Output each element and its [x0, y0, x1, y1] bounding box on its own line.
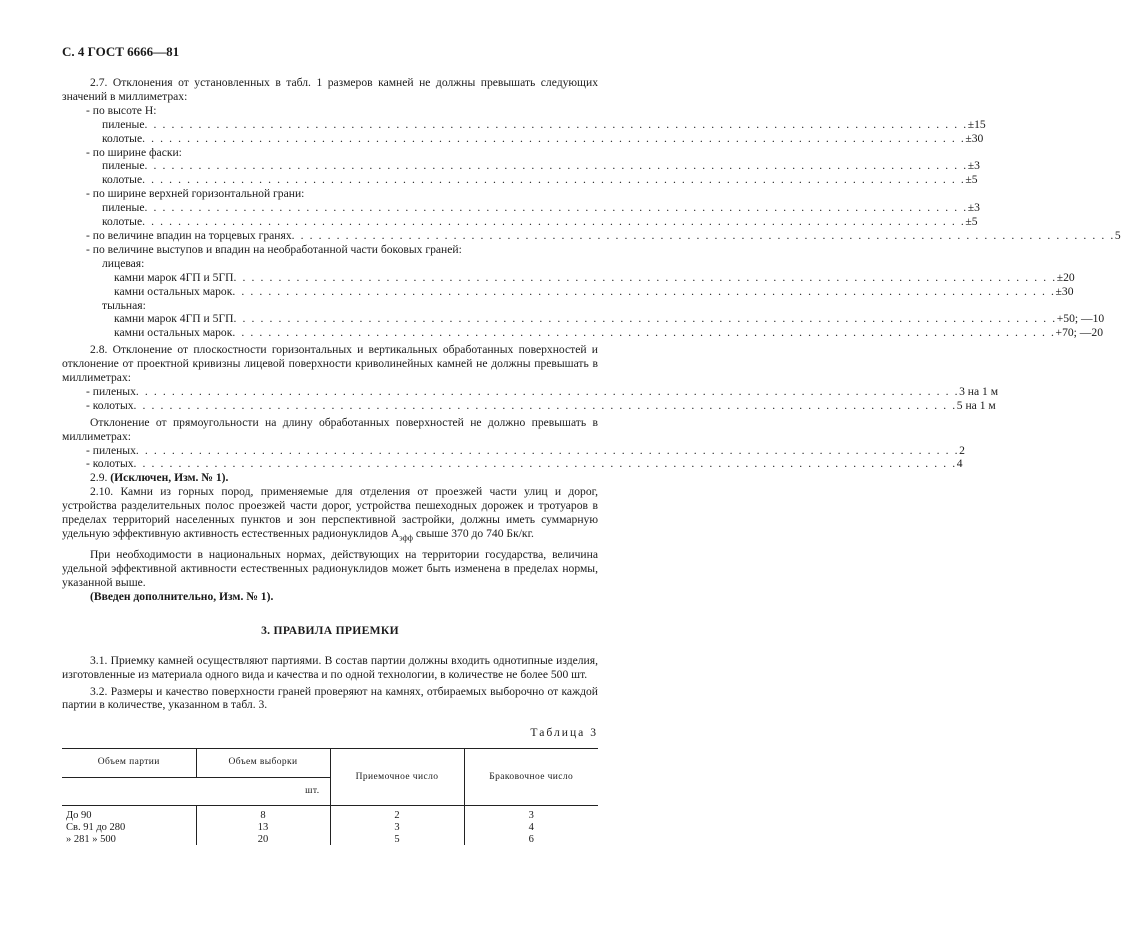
- table-cell: 20: [196, 834, 330, 846]
- table-cell: 5: [330, 834, 464, 846]
- list-item-value: ±30: [1055, 284, 1074, 298]
- list-item-label: - пиленых: [86, 443, 136, 457]
- clause-2-9-number: 2.9.: [90, 471, 108, 485]
- list-item-value: ±20: [1056, 270, 1075, 284]
- clause-2-10-text-end: свыше 370 до 740 Бк/кг.: [412, 527, 534, 540]
- list-item-value: ±3: [967, 159, 980, 173]
- dot-leader: . . . . . . . . . . . . . . . . . . . . . . . . . . . . . . . . . . . . . . . . . . . . . . . . . . . . . . . . . . . . . . . . . . . . . . . . . . . . . . . . . . . . . . . . . . . .: [144, 201, 968, 215]
- list-item-label: колотые: [102, 131, 143, 145]
- table-cell: » 281 » 500: [66, 833, 116, 845]
- list-item: [62, 326, 1103, 340]
- list-item-label: пиленые: [102, 117, 145, 131]
- list-item-value: ±5: [965, 215, 978, 229]
- list-item-value: ±30: [965, 131, 984, 145]
- table-cell: Св. 91 до 280: [66, 822, 126, 834]
- list-item: [62, 284, 1074, 299]
- list-item-value: ±15: [967, 117, 986, 131]
- list-item-label: - по величине впадин на торцевых гранях: [86, 228, 292, 242]
- clause-2-10-subscript: эфф: [399, 533, 413, 543]
- clause-2-8-rect: Отклонение от прямоугольности на длину обработанных поверхностей не должно превышать в миллиметрах:: [62, 415, 598, 443]
- list-item: [62, 228, 1121, 243]
- list-item: [62, 457, 963, 471]
- dot-leader: . . . . . . . . . . . . . . . . . . . . . . . . . . . . . . . . . . . . . . . . . . . . . . . . . . . . . . . . . . . . . . . . . . . . . . . . . . . . . . . . . . . . . . . . . . . .: [232, 284, 1056, 298]
- list-item: [62, 299, 598, 313]
- list-item: [62, 146, 598, 160]
- dot-leader: . . . . . . . . . . . . . . . . . . . . . . . . . . . . . . . . . . . . . . . . . . . . . . . . . . . . . . . . . . . . . . . . . . . . . . . . . . . . . . . . . . . . . . . . . . . .: [133, 398, 957, 412]
- list-item-label: - по высоте Н:: [86, 103, 157, 117]
- list-item-label: камни остальных марок: [114, 284, 233, 298]
- dot-leader: . . . . . . . . . . . . . . . . . . . . . . . . . . . . . . . . . . . . . . . . . . . . . . . . . . . . . . . . . . . . . . . . . . . . . . . . . . . . . . . . . . . . . . . . . . . .: [135, 384, 960, 398]
- table-cell: До 90: [66, 810, 92, 822]
- dot-leader: . . . . . . . . . . . . . . . . . . . . . . . . . . . . . . . . . . . . . . . . . . . . . . . . . . . . . . . . . . . . . . . . . . . . . . . . . . . . . . . . . . . . . . . . . . . .: [233, 270, 1057, 284]
- dot-leader: . . . . . . . . . . . . . . . . . . . . . . . . . . . . . . . . . . . . . . . . . . . . . . . . . . . . . . . . . . . . . . . . . . . . . . . . . . . . . . . . . . . . . . . . . . . .: [144, 117, 968, 131]
- list-item-label: колотые: [102, 215, 143, 229]
- section-3-title: 3. ПРАВИЛА ПРИЕМКИ: [261, 623, 399, 637]
- list-item: [62, 104, 598, 118]
- table-header-sample: Объем выборки: [196, 749, 330, 778]
- list-item: [62, 270, 1075, 285]
- list-2-7: [62, 103, 1121, 340]
- clause-2-10-text: 2.10. Камни из горных пород, применяемые для отделения от проезжей части улиц и дорог, устройства разделительных полос проезжей части дорог, устройства пешеходных дорожек и тротуаров в пределах территорий населенных пунктов и зон перспективной застройки, должны иметь суммарную удельную эффективную активность естественных радионуклидов А: [62, 485, 598, 540]
- list-item-label: - по ширине фаски:: [86, 145, 182, 159]
- list-item-label: тыльная:: [102, 298, 146, 312]
- list-item: [62, 243, 598, 257]
- list-item-value: +70; —20: [1055, 326, 1103, 340]
- list-item-value: 4: [956, 457, 963, 471]
- list-item-value: 5 на 1 м: [956, 398, 996, 412]
- table-caption: Таблица 3: [530, 726, 598, 740]
- dot-leader: . . . . . . . . . . . . . . . . . . . . . . . . . . . . . . . . . . . . . . . . . . . . . . . . . . . . . . . . . . . . . . . . . . . . . . . . . . . . . . . . . . . . . . . . . . . .: [232, 326, 1056, 340]
- list-item: [62, 257, 598, 271]
- list-item: [62, 398, 996, 413]
- table-row: [62, 822, 598, 834]
- clause-2-7: 2.7. Отклонения от установленных в табл. 1 размеров камней не должны превышать следующих значений в миллиметрах:: [62, 76, 598, 103]
- dot-leader: . . . . . . . . . . . . . . . . . . . . . . . . . . . . . . . . . . . . . . . . . . . . . . . . . . . . . . . . . . . . . . . . . . . . . . . . . . . . . . . . . . . . . . . . . . . .: [142, 173, 966, 187]
- list-item: [62, 201, 980, 215]
- list-item-value: ±3: [967, 201, 980, 215]
- list-item: [62, 173, 978, 187]
- list-2-8: [62, 384, 999, 413]
- table-header-accept: Приемочное число: [330, 749, 464, 806]
- list-item-label: лицевая:: [102, 256, 145, 270]
- dot-leader: . . . . . . . . . . . . . . . . . . . . . . . . . . . . . . . . . . . . . . . . . . . . . . . . . . . . . . . . . . . . . . . . . . . . . . . . . . . . . . . . . . . . . . . . . . . .: [133, 457, 957, 471]
- table-header-lot: Объем партии: [97, 757, 160, 768]
- dot-leader: . . . . . . . . . . . . . . . . . . . . . . . . . . . . . . . . . . . . . . . . . . . . . . . . . . . . . . . . . . . . . . . . . . . . . . . . . . . . . . . . . . . . . . . . . . . .: [142, 131, 966, 145]
- list-item-label: камни остальных марок: [114, 326, 233, 340]
- table-cell: 13: [196, 822, 330, 834]
- list-item-value: ±5: [965, 173, 978, 187]
- clause-3-2: 3.2. Размеры и качество поверхности граней проверяют на камнях, отбираемых выборочно от каждой партии в количестве, указанном в табл. 3.: [62, 684, 598, 712]
- list-item: [62, 187, 598, 201]
- dot-leader: . . . . . . . . . . . . . . . . . . . . . . . . . . . . . . . . . . . . . . . . . . . . . . . . . . . . . . . . . . . . . . . . . . . . . . . . . . . . . . . . . . . . . . . . . . . .: [291, 228, 1115, 242]
- page-header: С. 4 ГОСТ 6666—81: [62, 44, 180, 59]
- list-item-label: пиленые: [102, 159, 145, 173]
- table-body: [62, 806, 598, 845]
- list-item-label: - колотых: [86, 398, 134, 412]
- list-item-label: - по ширине верхней горизонтальной грани:: [86, 187, 305, 201]
- table-cell: 2: [330, 806, 464, 822]
- list-item: [62, 312, 1105, 326]
- clause-2-10-amendment: (Введен дополнительно, Изм. № 1).: [90, 589, 274, 603]
- dot-leader: . . . . . . . . . . . . . . . . . . . . . . . . . . . . . . . . . . . . . . . . . . . . . . . . . . . . . . . . . . . . . . . . . . . . . . . . . . . . . . . . . . . . . . . . . . . .: [144, 159, 968, 173]
- list-item-value: +50; —10: [1056, 312, 1105, 326]
- list-2-8-rect: [62, 443, 965, 472]
- list-item: [62, 117, 986, 132]
- table-header-reject: Браковочное число: [464, 749, 598, 806]
- clause-2-10-note: При необходимости в национальных нормах, действующих на территории государства, величина удельной эффективной активности естественных радионуклидов может быть изменена в пределах нормы, указанной выше.: [62, 548, 598, 590]
- clause-2-9-text: (Исключен, Изм. № 1).: [110, 471, 229, 485]
- list-item-label: - пиленых: [86, 384, 136, 398]
- table-header-unit: шт.: [62, 777, 330, 806]
- dot-leader: . . . . . . . . . . . . . . . . . . . . . . . . . . . . . . . . . . . . . . . . . . . . . . . . . . . . . . . . . . . . . . . . . . . . . . . . . . . . . . . . . . . . . . . . . . . .: [233, 312, 1057, 326]
- table-cell: 8: [196, 806, 330, 822]
- list-item: [62, 159, 980, 173]
- table-cell: 6: [464, 834, 598, 846]
- list-item-label: колотые: [102, 173, 143, 187]
- list-item-value: 5: [1114, 228, 1121, 242]
- dot-leader: . . . . . . . . . . . . . . . . . . . . . . . . . . . . . . . . . . . . . . . . . . . . . . . . . . . . . . . . . . . . . . . . . . . . . . . . . . . . . . . . . . . . . . . . . . . .: [142, 215, 966, 229]
- list-item-label: - по величине выступов и впадин на необработанной части боковых граней:: [86, 242, 462, 256]
- table-3: [62, 748, 598, 845]
- clause-2-10: [62, 485, 598, 545]
- table-row: [62, 834, 598, 846]
- list-item: [62, 443, 965, 458]
- table-cell: 3: [330, 822, 464, 834]
- clause-2-8: 2.8. Отклонение от плоскостности горизонтальных и вертикальных обработанных поверхностей и отклонение от проектной кривизны лицевой поверхности криволинейных камней не должны превышать в миллиметрах:: [62, 343, 598, 385]
- clause-2-9: [62, 471, 598, 485]
- dot-leader: . . . . . . . . . . . . . . . . . . . . . . . . . . . . . . . . . . . . . . . . . . . . . . . . . . . . . . . . . . . . . . . . . . . . . . . . . . . . . . . . . . . . . . . . . . . .: [135, 443, 960, 457]
- list-item-label: камни марок 4ГП и 5ГП: [114, 312, 234, 326]
- document-body: [62, 76, 1121, 845]
- list-item-value: 2: [959, 443, 965, 457]
- table-cell: 3: [464, 806, 598, 822]
- list-item: [62, 131, 984, 146]
- list-item-value: 3 на 1 м: [959, 384, 999, 398]
- list-item-label: - колотых: [86, 457, 134, 471]
- list-item: [62, 384, 999, 399]
- list-item-label: пиленые: [102, 201, 145, 215]
- table-cell: 4: [464, 822, 598, 834]
- clause-3-1: 3.1. Приемку камней осуществляют партиями. В состав партии должны входить однотипные изделия, изготовленные из материала одного вида и качества и по одной технологии, в количестве не более 500 шт.: [62, 653, 598, 681]
- list-item: [62, 215, 978, 229]
- table-row: [62, 806, 598, 822]
- list-item-label: камни марок 4ГП и 5ГП: [114, 270, 234, 284]
